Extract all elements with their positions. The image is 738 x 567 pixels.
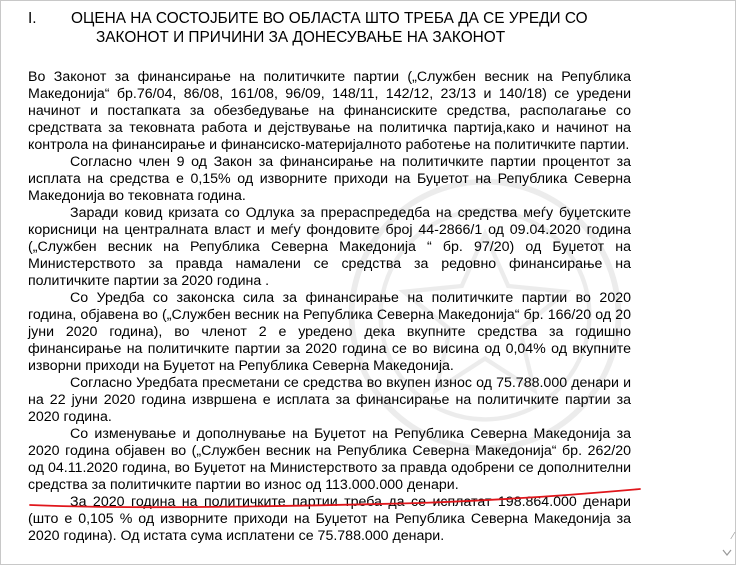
paragraph-covid-reallocation: Заради ковид кризата со Одлука за прераспредедба на средства меѓу буџетските корисници на централната власт и меѓу фондовите број 44-2866/1 од 09.04.2020 година („Службен весник на Република Северна Македонија “ бр. 97/20) од Буџетот на Министерството за правда намалени се средства за редовно финансирање на политичките партии за 2020 година . <box>28 205 631 289</box>
scroll-down-icon[interactable] <box>722 549 732 557</box>
heading-number: I. <box>28 10 37 27</box>
resize-handle-icon[interactable]: ⁄ <box>732 531 734 542</box>
paragraph-calculated-funds: Согласно Уредбата пресметани се средства во вкупен износ од 75.788.000 денари и на 22 јуни 2020 година извршена е исплата за финансирање на политичките партии за 2020 година. <box>28 375 631 425</box>
paragraph-total-payout: За 2020 година на политичките партии треба да се исплатат 198.864.000 денари (што е 0,105 % од изворните приходи на Буџетот на Република Северна Македонија за 2020 година). Од истата сума исплатени се 75.788.000 денари. <box>28 494 631 544</box>
paragraph-budget-amendment: Со изменување и дополнување на Буџетот на Република Северна Македонија за 2020 година објавен во („Службен весник на Република Северна Македонија“ бр. 262/20 од 04.11.2020 година, во Буџетот на Министерството за правда одобрени се дополнителни средства за политичките партии во износ од 113.000.000 денари. <box>28 426 631 493</box>
heading-line-2: ЗАКОНОТ И ПРИЧИНИ ЗА ДОНЕСУВАЊЕ НА ЗАКОНОТ <box>96 29 506 46</box>
paragraph-law-overview: Во Законот за финансирање на политичките партии („Службен весник на Република Македонија“ бр.76/04, 86/08, 161/08, 96/09, 148/11, 142/12, 23/13 и 140/18) се уредени начинот и постапката за обезбедување на финансиските средства, располагање со средствата за тековната работа и дејствување на политичка партија,како и начинот на контрола на финансирање и финансиско-материјалното работење на политичките партии. <box>28 69 631 153</box>
paragraph-decree: Со Уредба со законска сила за финансирање на политичките партии во 2020 година, објавена во („Службен весник на Република Северна Македонија“ бр. 166/20 од 20 јуни 2020 година), во членот 2 е уредено дека вкупните средства за годишно финансирање на политичките партии за 2020 година се во висина од 0,04% од вкупните изворни приходи на Буџетот на Република Северна Македонија. <box>28 290 631 374</box>
document-body <box>28 69 631 545</box>
paragraph-article-9: Согласно член 9 од Закон за финансирање на политичките партии процентот за исплата на средства е 0,15% од изворните приходи на Буџетот на Република Северна Македонија во тековната година. <box>28 154 631 204</box>
heading-line-1: ОЦЕНА НА СОСТОЈБИТЕ ВО ОБЛАСТА ШТО ТРЕБА ДА СЕ УРЕДИ СО <box>71 10 588 27</box>
